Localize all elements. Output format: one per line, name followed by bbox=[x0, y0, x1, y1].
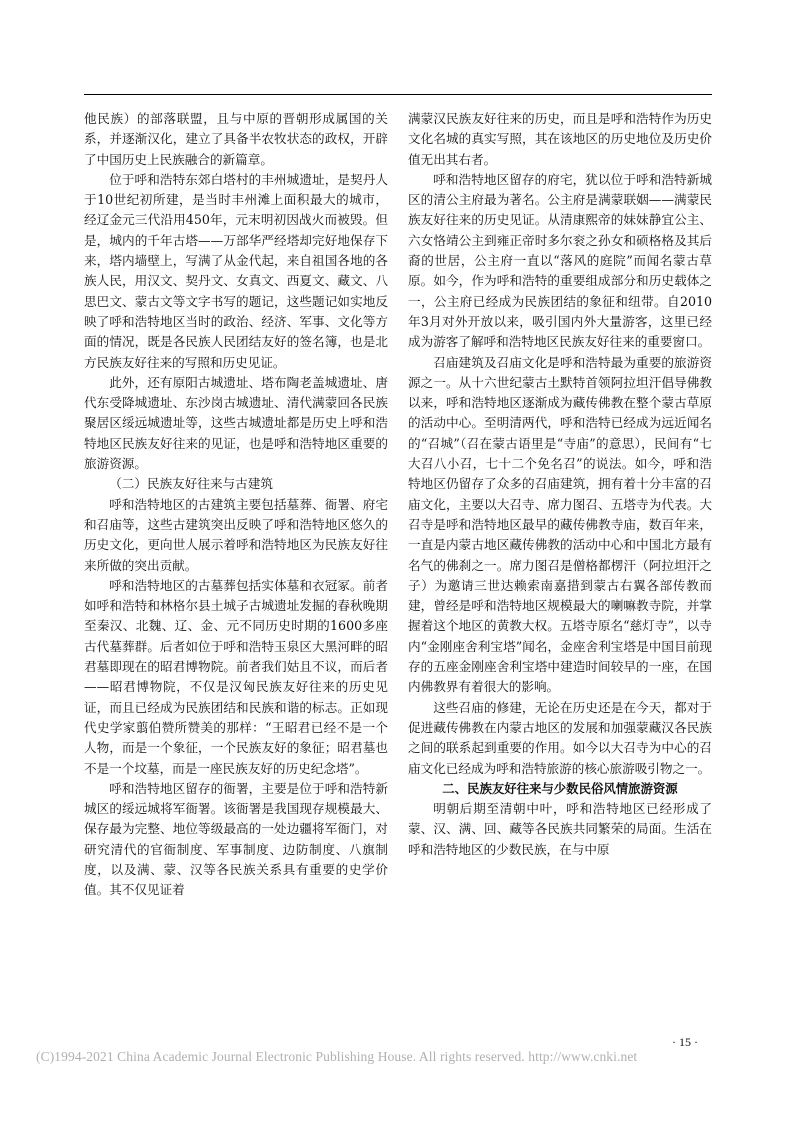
paragraph: 召庙建筑及召庙文化是呼和浩特最为重要的旅游资源之一。从十六世纪蒙古土默特首领阿拉坦汗倡导佛教以来，呼和浩特地区逐渐成为藏传佛教在整个蒙古草原的活动中心。至明清两代，呼和浩特已经成为远近闻名的“召城”（召在蒙古语里是“寺庙”的意思），民间有“七大召八小召，七十二个免名召”的说法。如今，呼和浩特地区仍留存了众多的召庙建筑，拥有着十分丰富的召庙文化，主要以大召寺、席力图召、五塔寺为代表。大召寺是呼和浩特地区最早的藏传佛教寺庙，数百年来，一直是内蒙古地区藏传佛教的活动中心和中国北方最有名气的佛刹之一。席力图召是僧格都楞汗（阿拉坦汗之子）为邀请三世达赖索南嘉措到蒙古右翼各部传教而建，曾经是呼和浩特地区规模最大的喇嘛教寺院，并掌握着这个地区的黄教大权。五塔寺原名“慈灯寺”，以寺内“金刚座舍利宝塔”闻名，金座舍利宝塔是中国目前现存的五座金刚座舍利宝塔中建造时间较早的一座，在国内佛教界有着很大的影响。 bbox=[408, 354, 712, 695]
paragraph: 这些召庙的修建，无论在历史还是在今天，都对于促进藏传佛教在内蒙古地区的发展和加强蒙藏汉各民族之间的联系起到重要的作用。如今以大召寺为中心的召庙文化已经成为呼和浩特旅游的核心旅游吸引物之一。 bbox=[408, 699, 712, 776]
left-column bbox=[84, 109, 388, 901]
section-subheading: （二）民族友好往来与古建筑 bbox=[109, 476, 273, 492]
paragraph: 明朝后期至清朝中叶，呼和浩特地区已经形成了蒙、汉、满、回、藏等各民族共同繁荣的局面。生活在呼和浩特地区的少数民族，在与中原 bbox=[408, 801, 712, 857]
paragraph: 呼和浩特地区留存的府宅，犹以位于呼和浩特新城区的清公主府最为著名。公主府是满蒙联姻——满蒙民族友好往来的历史见证。从清康熙帝的妹妹静宜公主、六女恪靖公主到雍正帝时多尔衮之孙女和硕格格及其后裔的世居，公主府一直以“落风的庭院”而闻名蒙古草原。如今，作为呼和浩特的重要组成部分和历史载体之一，公主府已经成为民族团结的象征和纽带。自2010年3月对外开放以来，吸引国内外大量游客，这里已经成为游客了解呼和浩特地区民族友好往来的重要窗口。 bbox=[408, 171, 712, 350]
paragraph: 满蒙汉民族友好往来的历史，而且是呼和浩特作为历史文化名城的真实写照，其在该地区的历史地位及历史价值无出其右者。 bbox=[408, 111, 712, 167]
section-heading: 二、民族友好往来与少数民俗风情旅游资源 bbox=[442, 780, 678, 796]
paragraph: 呼和浩特地区的古建筑主要包括墓葬、衙署、府宅和召庙等，这些古建筑突出反映了呼和浩特地区悠久的历史文化，更向世人展示着呼和浩特地区为民族友好往来所做的突出贡献。 bbox=[84, 496, 388, 573]
paragraph: 此外，还有原阳古城遗址、塔布陶老盖城遗址、唐代东受降城遗址、东沙岗古城遗址、清代满蒙回各民族聚居区绥远城遗址等，这些古城遗址都是历史上呼和浩特地区民族友好往来的见证，也是呼和浩特地区重要的旅游资源。 bbox=[84, 374, 388, 472]
page-number: · 15 · bbox=[672, 1035, 698, 1049]
paragraph: 位于呼和浩特东郊白塔村的丰州城遗址，是契丹人于10世纪初所建，是当时丰州滩上面积最大的城市，经辽金元三代沿用450年，元末明初因战火而被毁。但是，城内的千年古塔——万部华严经塔却完好地保存下来，塔内墙壁上，写满了从金代起，来自祖国各地的各族人民，用汉文、契丹文、女真文、西夏文、藏文、八思巴文、蒙古文等文字书写的题记，这些题记如实地反映了呼和浩特地区当时的政治、经济、军事、文化等方面的情况，既是各民族人民团结友好的签名簿，也是北方民族友好往来的写照和历史见证。 bbox=[84, 171, 388, 370]
header-rule bbox=[84, 94, 712, 95]
paragraph: 他民族）的部落联盟，且与中原的晋朝形成属国的关系，并逐渐汉化，建立了具备半农牧状态的政权，开辟了中国历史上民族融合的新篇章。 bbox=[84, 111, 388, 167]
right-column bbox=[408, 109, 712, 860]
copyright-footer: (C)1994-2021 China Academic Journal Electronic Publishing House. All rights reserved. http://www.cnki.net bbox=[36, 1049, 638, 1064]
paragraph: 呼和浩特地区的古墓葬包括实体墓和衣冠冢。前者如呼和浩特和林格尔县土城子古城遗址发掘的春秋晚期至秦汉、北魏、辽、金、元不同历史时期的1600多座古代墓葬群。后者如位于呼和浩特玉泉区大黑河畔的昭君墓即现在的昭君博物院。前者我们姑且不议，而后者——昭君博物院，不仅是汉匈民族友好往来的历史见证，而且已经成为民族团结和民族和谐的标志。正如现代史学家翦伯赞所赞美的那样：“王昭君已经不是一个人物，而是一个象征，一个民族友好的象征；昭君墓也不是一个坟墓，而是一座民族友好的历史纪念塔”。 bbox=[84, 577, 388, 776]
paragraph: 呼和浩特地区留存的衙署，主要是位于呼和浩特新城区的绥远城将军衙署。该衙署是我国现存规模最大、保存最为完整、地位等级最高的一处边疆将军衙门，对研究清代的官衙制度、军事制度、边防制度、八旗制度，以及满、蒙、汉等各民族关系具有重要的史学价值。其不仅见证着 bbox=[84, 780, 388, 898]
